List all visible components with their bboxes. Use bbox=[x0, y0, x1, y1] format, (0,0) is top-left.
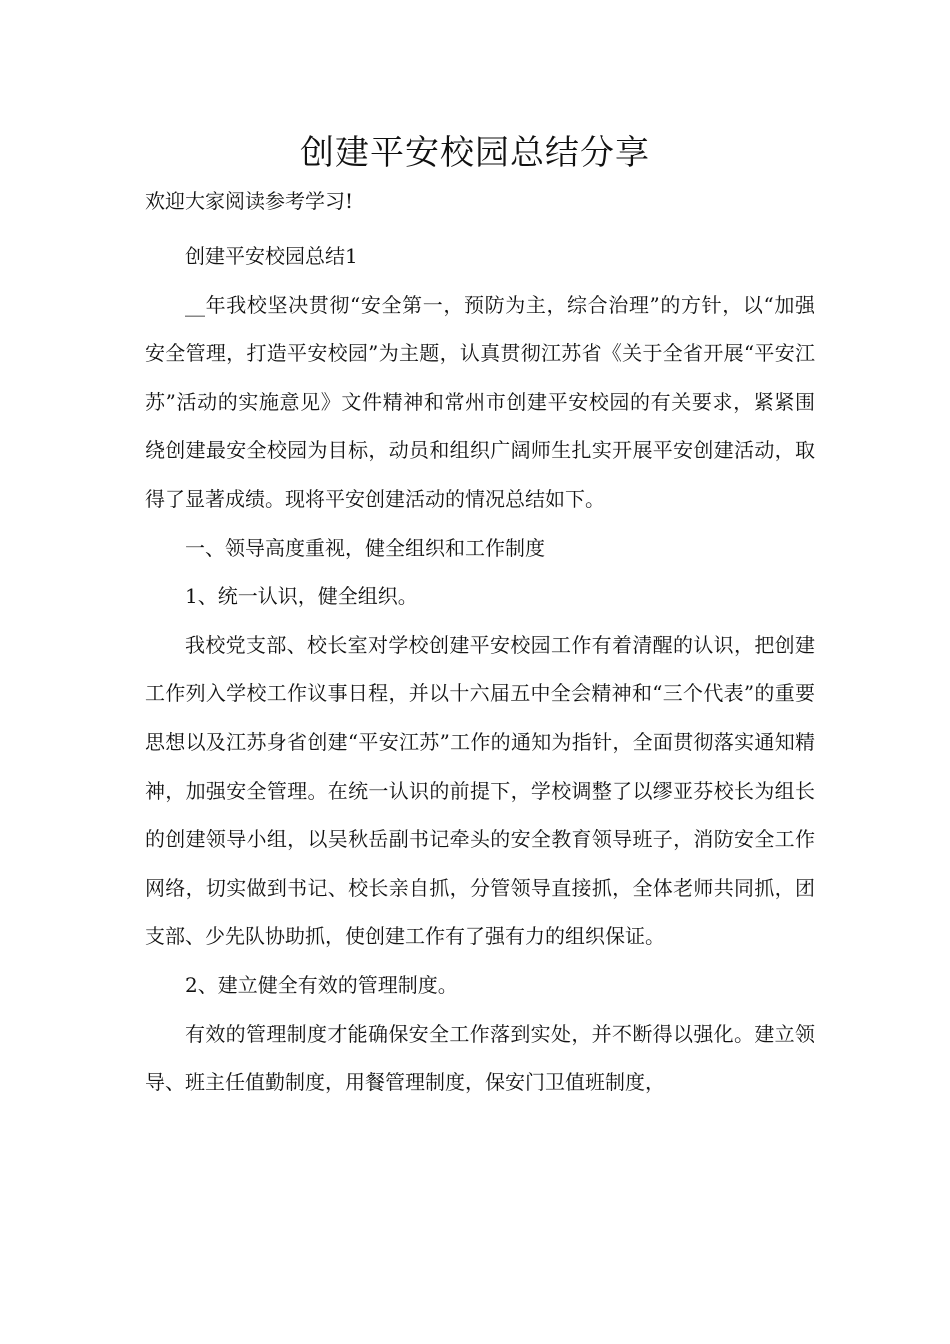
section-heading: 创建平安校园总结1 bbox=[185, 244, 358, 268]
document-title: 创建平安校园总结分享 bbox=[300, 133, 650, 173]
intro-line: 欢迎大家阅读参考学习! bbox=[145, 189, 354, 213]
body-paragraph: 我校党支部、校长室对学校创建平安校园工作有着清醒的认识，把创建工作列入学校工作议事日程，并以十六届五中全会精神和“三个代表”的重要思想以及江苏身省创建“平安江苏”工作的通知为指针，全面贯彻落实通知精神，加强安全管理。在统一认识的前提下，学校调整了以缪亚芬校长为组长的创建领导小组，以吴秋岳副书记牵头的安全教育领导班子，消防安全工作网络，切实做到书记、校长亲自抓，分管领导直接抓，全体老师共同抓，团支部、少先队协助抓，使创建工作有了强有力的组织保证。 bbox=[145, 632, 815, 949]
subsection-heading: 2、建立健全有效的管理制度。 bbox=[185, 972, 458, 997]
section-heading: 一、领导高度重视，健全组织和工作制度 bbox=[185, 535, 545, 560]
document-body bbox=[145, 232, 815, 1107]
body-paragraph: __年我校坚决贯彻“安全第一，预防为主，综合治理”的方针，以“加强安全管理，打造平安校园”为主题，认真贯彻江苏省《关于全省开展“平安江苏”活动的实施意见》文件精神和常州市创建平安校园的有关要求，紧紧围绕创建最安全校园为目标，动员和组织广阔师生扎实开展平安创建活动，取得了显著成绩。现将平安创建活动的情况总结如下。 bbox=[145, 292, 815, 511]
subsection-heading: 1、统一认识，健全组织。 bbox=[185, 584, 418, 609]
body-paragraph: 有效的管理制度才能确保安全工作落到实处，并不断得以强化。建立领导、班主任值勤制度，用餐管理制度，保安门卫值班制度， bbox=[145, 1021, 815, 1095]
